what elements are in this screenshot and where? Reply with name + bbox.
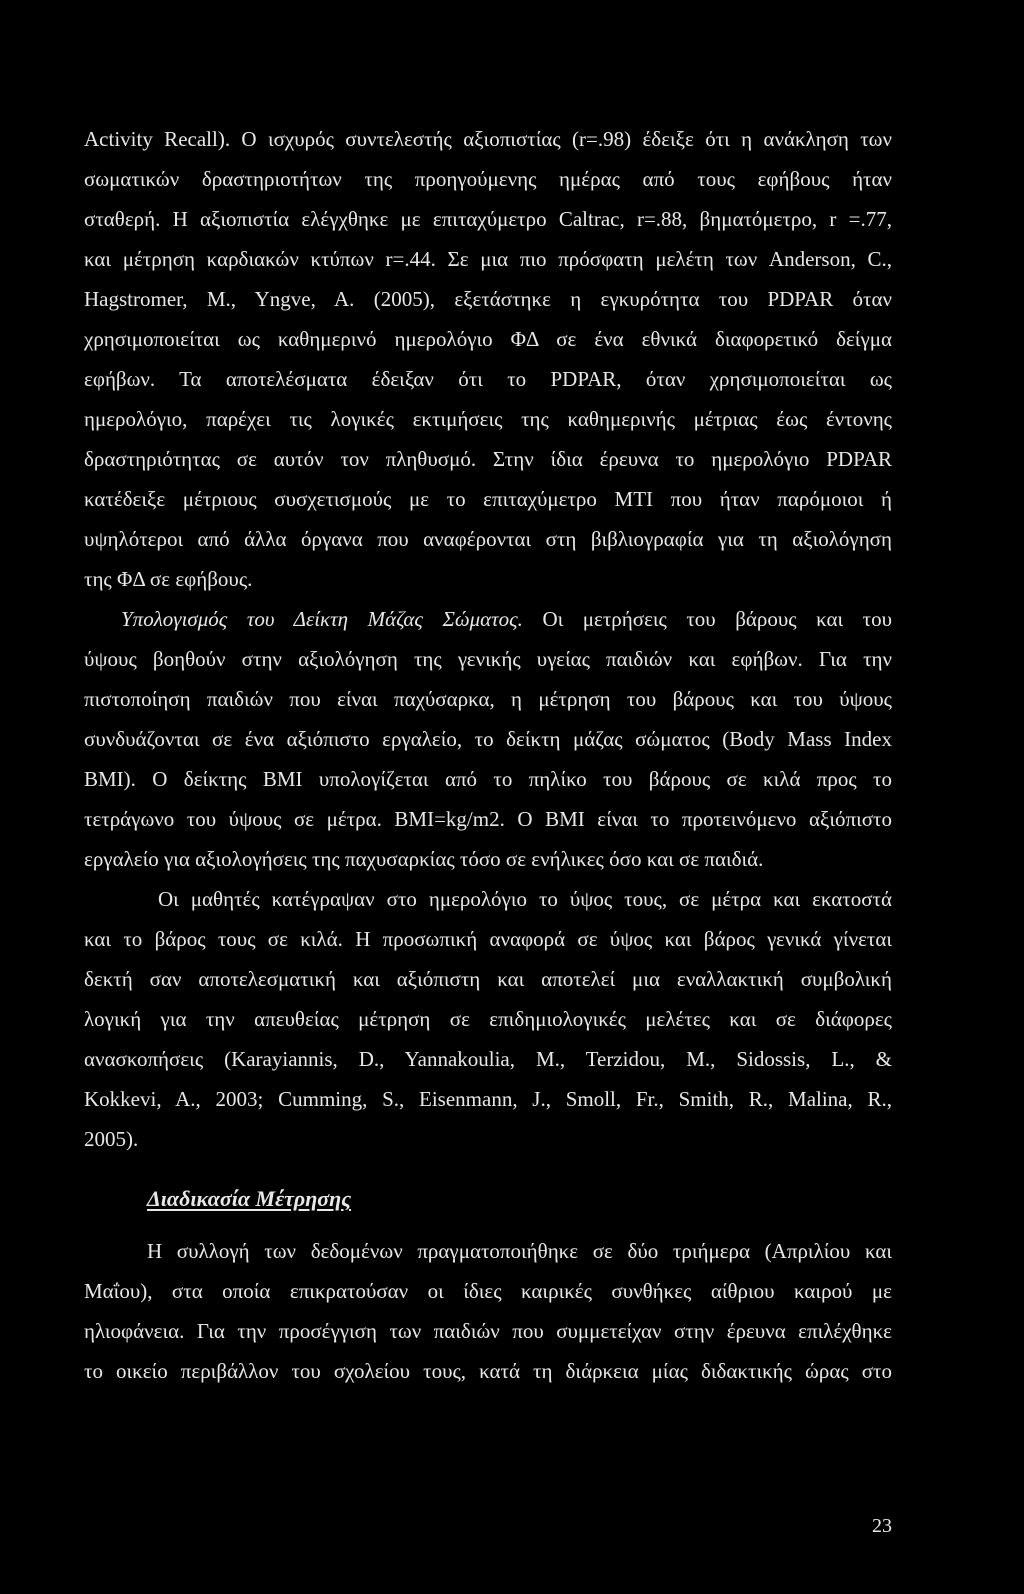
text-line: της ΦΔ σε εφήβους. [84, 567, 253, 591]
text-line: πιστοποίηση παιδιών που είναι παχύσαρκα, η μέτρηση του βάρους και του ύψους [84, 687, 892, 711]
text-line: λογική για την απευθείας μέτρηση σε επιδημιολογικές μελέτες και σε διάφορες [84, 1007, 892, 1031]
text-line: 2005). [84, 1127, 139, 1151]
text-line: σωματικών δραστηριοτήτων της προηγούμενης ημέρας από τους εφήβους ήταν [84, 167, 892, 191]
text-line: ημερολόγιο, παρέχει τις λογικές εκτιμήσεις της καθημερινής μέτριας έως έντονης [84, 407, 892, 431]
text-line: χρησιμοποιείται ως καθημερινό ημερολόγιο ΦΔ σε ένα εθνικά διαφορετικό δείγμα [84, 327, 892, 351]
text-span: Οι μετρήσεις του βάρους και του [522, 607, 893, 631]
text-line: ηλιοφάνεια. Για την προσέγγιση των παιδιών που συμμετείχαν στην έρευνα επιλέχθηκε [84, 1319, 892, 1343]
text-line: δεκτή σαν αποτελεσματική και αξιόπιστη και αποτελεί μια εναλλακτική συμβολική [84, 967, 892, 991]
text-line-indented: Οι μαθητές κατέγραψαν στο ημερολόγιο το ύψος τους, σε μέτρα και εκατοστά [158, 887, 892, 911]
text-line: Activity Recall). Ο ισχυρός συντελεστής αξιοπιστίας (r=.98) έδειξε ότι η ανάκληση των [84, 127, 892, 151]
text-line: BMI). Ο δείκτης BMI υπολογίζεται από το πηλίκο του βάρους σε κιλά προς το [84, 767, 892, 791]
text-line: ανασκοπήσεις (Karayiannis, D., Yannakoulia, M., Terzidou, M., Sidossis, L., & [84, 1047, 892, 1071]
text-line: και μέτρηση καρδιακών κτύπων r=.44. Σε μια πιο πρόσφατη μελέτη των Anderson, C., [84, 247, 892, 271]
text-line: και το βάρος τους σε κιλά. Η προσωπική αναφορά σε ύψος και βάρος γενικά γίνεται [84, 927, 892, 951]
text-line: υψηλότεροι από άλλα όργανα που αναφέρονται στη βιβλιογραφία για τη αξιολόγηση [84, 527, 892, 551]
text-line: σταθερή. Η αξιοπιστία ελέγχθηκε με επιταχύμετρο Caltrac, r=.88, βηματόμετρο, r =.77, [84, 207, 892, 231]
text-line: τετράγωνο του ύψους σε μέτρα. BMI=kg/m2. Ο BMI είναι το προτεινόμενο αξιόπιστο [84, 807, 892, 831]
text-line: συνδυάζονται σε ένα αξιόπιστο εργαλείο, το δείκτη μάζας σώματος (Body Mass Index [84, 727, 892, 751]
text-line: Μαΐου), στα οποία επικρατούσαν οι ίδιες καιρικές συνθήκες αίθριου καιρού με [84, 1279, 892, 1303]
subheading-italic: Υπολογισμός του Δείκτη Μάζας Σώματος. [121, 607, 523, 631]
text-line: Kokkevi, A., 2003; Cumming, S., Eisenmann, J., Smoll, Fr., Smith, R., Malina, R., [84, 1087, 892, 1111]
text-line: το οικείο περιβάλλον του σχολείου τους, κατά τη διάρκεια μίας διδακτικής ώρας στο [84, 1359, 892, 1383]
text-line-indented: Η συλλογή των δεδομένων πραγματοποιήθηκε σε δύο τριήμερα (Απριλίου και [147, 1239, 892, 1263]
text-line: εργαλείο για αξιολογήσεις της παχυσαρκίας τόσο σε ενήλικες όσο και σε παιδιά. [84, 847, 764, 871]
text-line: εφήβων. Τα αποτελέσματα έδειξαν ότι το PDPAR, όταν χρησιμοποιείται ως [84, 367, 892, 391]
text-line: Hagstromer, M., Yngve, A. (2005), εξετάστηκε η εγκυρότητα του PDPAR όταν [84, 287, 892, 311]
text-line-indented [121, 604, 892, 634]
section-heading: Διαδικασία Μέτρησης [147, 1186, 352, 1211]
text-line: ύψους βοηθούν στην αξιολόγηση της γενικής υγείας παιδιών και εφήβων. Για την [84, 647, 892, 671]
text-line: κατέδειξε μέτριους συσχετισμούς με το επιταχύμετρο MTI που ήταν παρόμοιοι ή [84, 487, 892, 511]
page-number: 23 [872, 1515, 892, 1537]
text-line: δραστηριότητας σε αυτόν τον πληθυσμό. Στην ίδια έρευνα το ημερολόγιο PDPAR [84, 447, 892, 471]
